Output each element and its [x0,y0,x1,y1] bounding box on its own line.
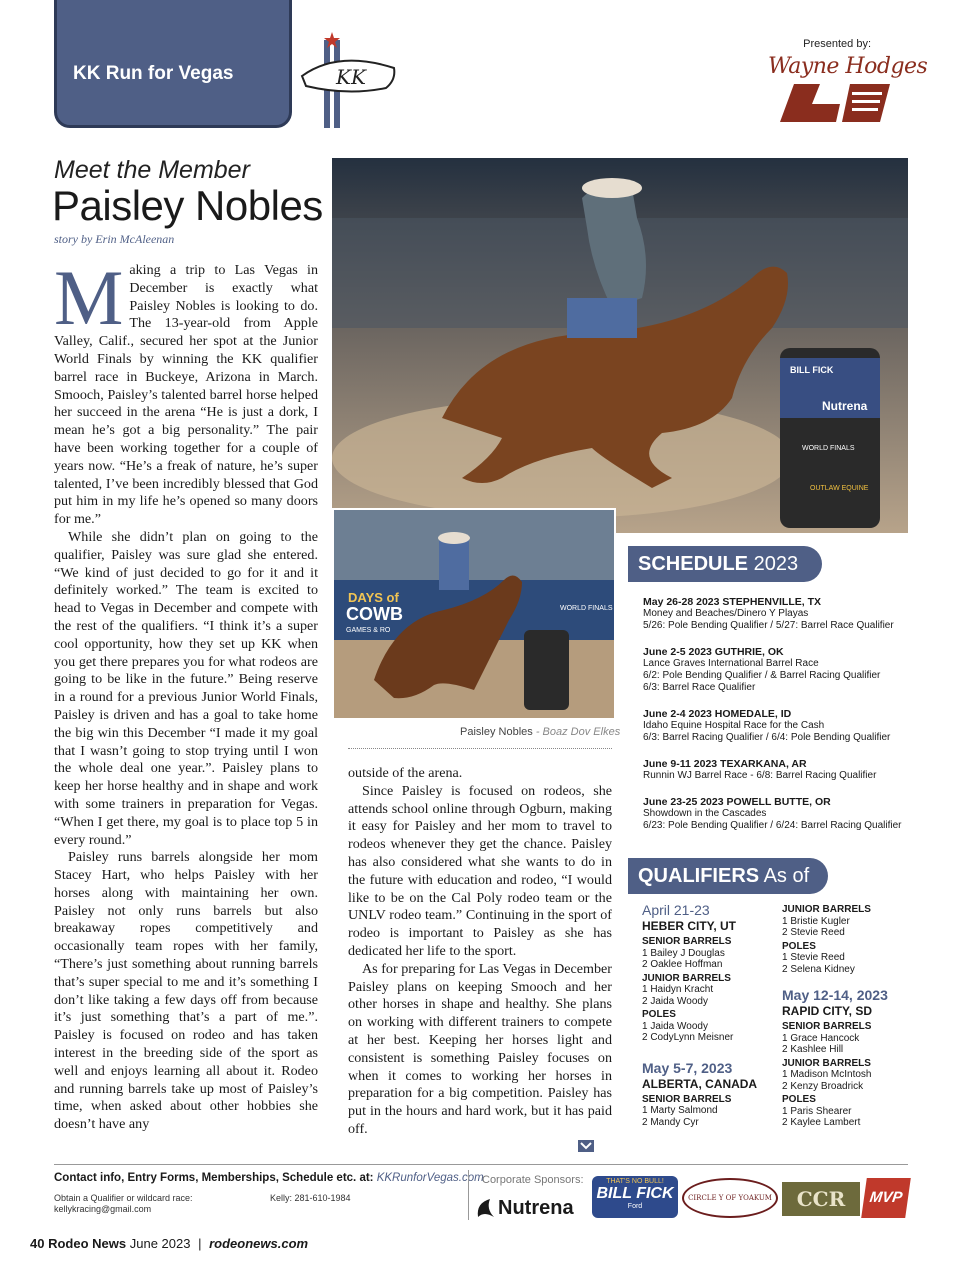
sponsor-name: Wayne Hodges [768,54,928,79]
page-footer [30,1236,308,1251]
sponsor-logo-icon [780,80,890,122]
sponsors-label: Corporate Sponsors: [482,1174,584,1186]
qualifiers-box [628,858,908,1158]
photo-caption [460,726,620,738]
site-url: rodeonews.com [209,1236,309,1251]
article-column-2 [348,765,612,1139]
schedule-item: June 9-11 2023 TEXARKANA, AR Runnin WJ Barrel Race - 6/8: Barrel Racing Qualifier [643,758,877,781]
footer-divider [54,1164,908,1165]
paragraph: While she didn’t plan on going to the qualifier, Paisley was sure glad she entered. “We kind of just decided to go for it and it definitely worked.” The team is excited to head to Vegas in December and compete with the rest of the qualifiers. “I think it’s a super cool opportunity, how they set up KK when you get there prepares you for what rodeos are going to be like in the future.” Being reserve in a round for a previous Junior World Finals, Paisley is driven and has a goal to take home the big win this December “I made it my goal that I wasn’t going to stop trying until I won the whole deal one year.”. Paisley plans to keep her horse healthy and in shape and work with some trainers in preparation for Vegas. “When I get there, my goal is to place top 5 in every round.” [54,528,318,848]
schedule-item: June 2-4 2023 HOMEDALE, ID Idaho Equine Hospital Race for the Cash 6/3: Barrel Racing Qualifier / 6/4: Pole Bending Qualifier [643,708,891,743]
article-column-1 [54,254,318,1134]
paragraph: Paisley runs barrels alongside her mom Stacey Hart, who helps Paisley with her horses along with maintaining her own. Paisley not only runs barrels but also breakaway ropes competitively and occasionally team ropes with her family, “There’s just something about running barrels that’s super special to me and it’s something I don’t like taking a few days off from because it’s just something that’s a part of me.”. Paisley is focused on rodeo and has taken interest in the breeding side of the sport as well and enjoys learning all about it. Rodeo and running barrels take up most of Paisley’s time, when asked about other hobbies she doesn’t have any [54,849,318,1133]
drop-cap: M [54,254,124,341]
sponsor-logo-circle-y: CIRCLE Y OF YOAKUM [682,1178,778,1218]
sponsor-logo-bill-fick: THAT'S NO BULL! BILL FICK Ford [592,1176,678,1218]
paragraph: outside of the arena. [348,765,463,781]
qualifiers-left-column: April 21-23 HEBER CITY, UT SENIOR BARRELS 1 Bailey J Douglas 2 Oaklee Hoffman JUNIOR BARRELS 1 Haidyn Kracht 2 Jaida Woody POLES 1 Jaida Woody 2 CodyLynn Meisner May 5-7, 2023 ALBERTA, CANADA SENIOR BARRELS 1 Marty Salmond 2 Mandy Cyr [642,902,758,1128]
divider [348,748,612,749]
svg-text:WORLD FINALS: WORLD FINALS [802,445,855,452]
issue-date: June 2023 [129,1236,191,1251]
barrel-racer-image [332,158,908,533]
svg-text:GAMES & RO: GAMES & RO [346,627,391,634]
section-tab [54,0,292,128]
paragraph: Since Paisley is focused on rodeos, she attends school online through Ogburn, making it easy for Paisley and her mom to travel to rodeos whenever they get the chance. Paisley has also considered what she wants to do in the future with education and rodeo, “I would like to be on the Cal Poly rodeo team or the UNLV rodeo team.” Continuing in the sport of rodeo is important to Paisley as she has dedicated her life to the sport. [348,782,612,959]
nutrena-leaf-icon [474,1197,496,1219]
svg-text:Nutrena: Nutrena [822,399,868,413]
svg-text:WORLD FINALS: WORLD FINALS [560,605,613,612]
paragraph: aking a trip to Las Vegas in December is exactly what Paisley Nobles is looking to do. The 13-year-old from Apple Valley, Calif., secured her spot at the Junior World Finals by winning the KK qualifier barrel race in Buckeye, Arizona in March. Smooch, Paisley’s talented barrel horse helped her succeed in the arena “He is just a dork, I mean he’s got a big personality.” The pair have been working together for a couple of years now. “He’s a freak of nature, he’s super talented, I’ve been incredibly blessed that God put him in my life he’s opened so many doors for me.” [54,262,318,528]
article-kicker: Meet the Member [54,156,250,184]
publication-name: Rodeo News [48,1236,127,1251]
schedule-title: SCHEDULE 2023 [628,546,822,582]
svg-text:BILL FICK: BILL FICK [790,365,834,375]
secondary-photo [332,508,616,720]
presented-by-label: Presented by: [803,38,871,50]
svg-text:KK: KK [336,65,366,89]
schedule-box [628,546,908,832]
svg-text:COWB: COWB [346,604,403,624]
svg-text:OUTLAW EQUINE: OUTLAW EQUINE [810,485,869,492]
main-photo [332,158,908,533]
email-link[interactable]: kellykracing@gmail.com [54,1204,152,1214]
schedule-item: May 26-28 2023 STEPHENVILLE, TX Money and Beaches/Dinero Y Playas 5/26: Pole Bending Qualifier / 5/27: Barrel Race Qualifier [643,596,894,631]
sponsor-logo-ccr: CCR [782,1182,860,1216]
footer-phone: Kelly: 281-610-1984 [270,1193,351,1203]
footer-obtain: Obtain a Qualifier or wildcard race: kellykracing@gmail.com [54,1193,193,1214]
caption-name: Paisley Nobles [460,726,533,738]
qualifiers-title: QUALIFIERS As of [628,858,828,894]
article-title: Paisley Nobles [52,182,323,229]
qualifiers-right-column: JUNIOR BARRELS 1 Bristie Kugler 2 Stevie Reed POLES 1 Stevie Reed 2 Selena Kidney May 12-14, 2023 RAPID CITY, SD SENIOR BARRELS 1 Grace Hancock 2 Kashlee Hill JUNIOR BARRELS 1 Madison McIntosh 2 Kenzy Broadrick POLES 1 Paris Shearer 2 Kaylee Lambert [782,904,888,1128]
section-title: KK Run for Vegas [73,63,234,84]
paragraph: As for preparing for Las Vegas in December Paisley plans on keeping Smooch and her other horses in shape and healthy. She plans on working with different trainers to compete at her best. Keeping her horses light and consistent is something Paisley focuses on when it comes to working her horses in preparation for a big competition. Paisley has put in the hours and hard work, but it has paid off. [348,960,612,1137]
sponsor-logo-nutrena: Nutrena [474,1195,574,1221]
separator: | [198,1236,202,1251]
end-mark-icon [578,1140,594,1152]
article-byline: story by Erin McAleenan [54,232,175,246]
caption-credit: - Boaz Dov Elkes [535,726,621,738]
kk-logo [298,30,398,130]
svg-text:DAYS of: DAYS of [348,590,399,605]
footer-vertical-divider [468,1170,469,1220]
schedule-item: June 23-25 2023 POWELL BUTTE, OR Showdown in the Cascades 6/23: Pole Bending Qualifier / 6/24: Barrel Racing Qualifier [643,796,902,831]
page-number: 40 [30,1236,45,1251]
schedule-item: June 2-5 2023 GUTHRIE, OK Lance Graves International Barrel Race 6/2: Pole Bending Qualifier / & Barrel Racing Qualifier 6/3: Barrel Race Qualifier [643,646,881,693]
sponsor-logo-mvp: MVP [861,1178,911,1218]
footer-contact: Contact info, Entry Forms, Memberships, Schedule etc. at: KKRunforVegas.com [54,1172,484,1184]
barrel-racer-image-2 [334,510,614,718]
website-link[interactable]: KKRunforVegas.com [376,1172,484,1184]
